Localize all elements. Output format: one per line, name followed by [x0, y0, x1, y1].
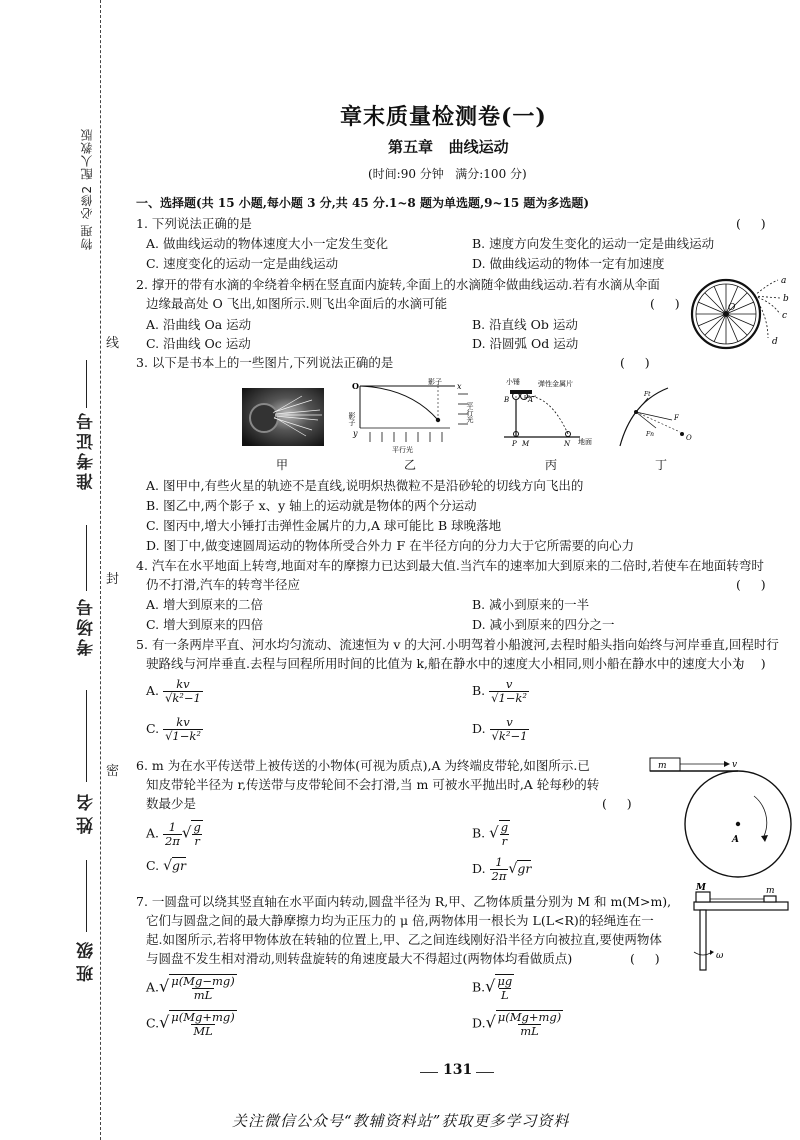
page-number-rule-left	[420, 1072, 438, 1073]
q7-d-num: μ(Mg+mg)	[497, 1010, 562, 1024]
q3-bing-ground: 地面	[578, 438, 592, 446]
q7-answer-blank[interactable]: ( )	[630, 951, 660, 966]
q1-option-c[interactable]: C. 速度变化的运动一定是曲线运动	[146, 256, 339, 271]
q5-stem-line2: 驶路线与河岸垂直.去程与回程所用时间的比值为 k,船在静水中的速度大小相同,则小船在静水中的速度大小为	[146, 656, 745, 671]
q5-d-num: v	[506, 715, 513, 729]
q4-option-b[interactable]: B. 减小到原来的一半	[472, 597, 590, 612]
q6-option-d[interactable]: D. $\frac{1}{2\pi}$ √gr	[472, 855, 532, 883]
q2-fig-d: d	[772, 337, 778, 347]
q5-c-den: √1−k²	[165, 729, 201, 743]
q2-umbrella-figure	[688, 272, 792, 352]
q5-b-den: √1−k²	[491, 691, 528, 705]
q3-caption-yi: 乙	[404, 458, 417, 472]
q3-yi-O: O	[352, 381, 359, 391]
q7-d-label: D.	[472, 1015, 486, 1031]
q3-ding-Fn: Fn	[646, 431, 655, 438]
exam-no-blank[interactable]	[86, 360, 87, 408]
q2-stem-line2: 边缘最高处 O 飞出,如图所示.则飞出伞面后的水滴可能	[146, 296, 448, 311]
q4-option-a[interactable]: A. 增大到原来的二倍	[146, 597, 263, 612]
q5-option-a[interactable]	[146, 678, 203, 705]
q3-caption-jia: 甲	[276, 458, 289, 472]
q6-answer-blank[interactable]: ( )	[602, 796, 632, 811]
q6-a-coef-den: 2π	[165, 833, 180, 848]
q1-option-b[interactable]: B. 速度方向发生变化的运动一定是曲线运动	[472, 236, 715, 251]
name-blank[interactable]	[86, 690, 87, 782]
q3-fig-jia-photo	[242, 388, 324, 446]
q3-bing-P: P	[512, 440, 517, 448]
q2-option-a[interactable]: A. 沿曲线 Oa 运动	[146, 317, 252, 332]
q6-b-label: B.	[472, 825, 486, 841]
q3-bing-N: N	[564, 440, 571, 448]
class-label: 班级	[77, 936, 97, 982]
mark-seal: 封	[106, 568, 119, 587]
q6-b-rad-num: g	[500, 820, 509, 834]
room-no-blank[interactable]	[86, 525, 87, 591]
q7-a-num: μ(Mg−mg)	[171, 974, 235, 988]
q3-bing-hammer: 小锤	[506, 378, 520, 386]
q6-c-rad: gr	[172, 858, 186, 873]
q3-yi-x: x	[457, 382, 462, 391]
q7-option-c[interactable]: C.√ $\frac{\mu(Mg+mg)}{ML}$	[146, 1010, 235, 1038]
q1-answer-blank[interactable]: ( )	[736, 216, 766, 231]
q6-a-rad-den: r	[194, 834, 200, 848]
q6-a-rad-num: g	[193, 820, 201, 834]
q3-caption-ding: 丁	[655, 458, 668, 472]
q5-c-label: C.	[146, 721, 160, 736]
q5-option-c[interactable]	[146, 716, 203, 743]
exam-no-label: 准考证号	[77, 410, 97, 490]
q1-option-a[interactable]: A. 做曲线运动的物体速度大小一定发生变化	[146, 236, 388, 251]
q3-bing-A: A	[528, 396, 534, 404]
q3-bing-spring: 弹性金属片	[538, 380, 573, 388]
q5-a-num: kv	[176, 677, 190, 691]
q6-d-coef-den: 2π	[491, 869, 507, 883]
q3-stem: 3. 以下是书本上的一些图片,下列说法正确的是	[136, 355, 394, 370]
q5-d-den: √k²−1	[491, 729, 528, 743]
q6-a-label: A.	[146, 825, 160, 841]
q3-ding-Ft: Ft	[644, 391, 651, 398]
q6-d-rad: gr	[517, 861, 532, 876]
q6-option-c[interactable]: C. √gr	[146, 858, 186, 874]
q3-yi-shadow-y: 影子	[348, 412, 356, 426]
q4-answer-blank[interactable]: ( )	[736, 577, 766, 592]
q7-b-num: μg	[497, 974, 513, 988]
q6-stem-line3: 数最少是	[146, 796, 197, 811]
q5-b-num: v	[505, 677, 513, 691]
q3-bing-B: B	[504, 396, 510, 404]
q7-option-d[interactable]: D.√ $\frac{\mu(Mg+mg)}{mL}$	[472, 1010, 562, 1038]
mark-line: 线	[106, 332, 119, 351]
q2-option-c[interactable]: C. 沿曲线 Oc 运动	[146, 336, 251, 351]
q5-b-label: B.	[472, 683, 486, 698]
q7-b-den: L	[500, 988, 509, 1002]
q7-b-label: B.	[472, 979, 486, 995]
q4-option-c[interactable]: C. 增大到原来的四倍	[146, 617, 264, 632]
page-title: 章末质量检测卷(一)	[340, 104, 547, 130]
q5-d-label: D.	[472, 721, 486, 736]
q3-ding-O: O	[686, 434, 692, 442]
q7-a-label: A.	[146, 979, 160, 995]
q2-fig-c: c	[782, 311, 788, 321]
q5-option-d[interactable]	[472, 716, 529, 743]
q2-option-d[interactable]: D. 沿圆弧 Od 运动	[472, 336, 579, 351]
q5-c-num: kv	[176, 715, 190, 729]
q3-ding-F: F	[674, 414, 679, 422]
q6-fig-m: m	[658, 761, 667, 771]
q3-yi-shadow-x: 影子	[428, 378, 442, 386]
q7-stem-line2: 它们与圆盘之间的最大静摩擦力均为正压力的 μ 倍,两物体用一根长为 L(L<R)的轻绳连在一	[146, 913, 654, 928]
q2-fig-b: b	[783, 294, 789, 304]
q3-bing-M: M	[522, 440, 530, 448]
q7-option-a[interactable]: A.√ $\frac{\mu(Mg-mg)}{mL}$	[146, 974, 235, 1002]
q7-a-den: mL	[193, 988, 213, 1002]
q2-fig-a: a	[781, 276, 787, 286]
footer-watermark-note: 关注微信公众号“教辅资料站”获取更多学习资料	[232, 1112, 570, 1130]
q5-option-b[interactable]	[472, 678, 529, 705]
binding-line	[100, 0, 101, 1140]
q3-yi-y: y	[353, 429, 358, 438]
q6-d-coef-num: 1	[495, 855, 503, 869]
q7-c-den: ML	[193, 1024, 213, 1038]
q5-a-label: A.	[146, 683, 160, 698]
page-number-rule-right	[476, 1072, 494, 1073]
q3-caption-bing: 丙	[545, 458, 558, 472]
q7-d-den: mL	[520, 1024, 539, 1038]
book-label: 物理 必修2 配人教版	[80, 128, 94, 251]
q7-fig-omega: ω	[716, 951, 724, 961]
q7-stem-line1: 7. 一圆盘可以绕其竖直轴在水平面内转动,圆盘半径为 R,甲、乙物体质量分别为 M 和 m(M>m),	[136, 894, 672, 909]
q3-fig-bing	[500, 376, 610, 452]
q6-stem-line2: 知皮带轮半径为 r,传送带与皮带轮间不会打滑,当 m 可被水平抛出时,A 轮每秒的转	[146, 777, 600, 792]
q5-a-den: √k²−1	[165, 691, 201, 705]
q6-c-label: C.	[146, 858, 160, 873]
q6-option-b[interactable]: B. √ $\frac{g}{r}$	[472, 820, 509, 848]
q4-stem-line2: 仍不打滑,汽车的转弯半径应	[146, 577, 300, 592]
q3-fig-yi	[350, 378, 480, 454]
mark-secret: 密	[106, 760, 119, 779]
q7-c-num: μ(Mg+mg)	[171, 1010, 235, 1024]
q6-option-a[interactable]: A. $\frac{1}{2\pi}$ √ $\frac{g}{r}$	[146, 819, 201, 848]
q7-stem-line3: 起.如图所示,若将甲物体放在转轴的位置上,甲、乙之间连线刚好沿半径方向被拉直,要使两物体	[146, 932, 662, 947]
q5-answer-blank[interactable]: ( )	[736, 656, 766, 671]
q3-option-c[interactable]: C. 图丙中,增大小锤打击弹性金属片的力,A 球可能比 B 球晚落地	[146, 518, 502, 533]
q3-answer-blank[interactable]: ( )	[620, 355, 650, 370]
q7-fig-m: m	[766, 886, 775, 896]
q6-pulley-figure	[648, 752, 788, 882]
q1-option-d[interactable]: D. 做曲线运动的物体一定有加速度	[472, 256, 665, 271]
q4-option-d[interactable]: D. 减小到原来的四分之一	[472, 617, 615, 632]
q2-fig-O: O	[728, 303, 736, 313]
q7-option-b[interactable]: B.√ $\frac{\mu g}{L}$	[472, 974, 513, 1002]
q2-answer-blank[interactable]: ( )	[650, 296, 680, 311]
q7-fig-M: M	[696, 883, 706, 893]
q3-option-d[interactable]: D. 图丁中,做变速圆周运动的物体所受合外力 F 在半径方向的分力大于它所需要的向心力	[146, 538, 635, 553]
q3-option-b[interactable]: B. 图乙中,两个影子 x、y 轴上的运动就是物体的两个分运动	[146, 498, 477, 513]
page-number: 131	[443, 1062, 473, 1078]
q6-d-label: D.	[472, 861, 486, 876]
q3-yi-parallel-bottom: 平行光	[392, 446, 413, 454]
room-no-label: 考场号	[77, 596, 97, 656]
q7-c-label: C.	[146, 1015, 160, 1031]
q1-stem: 1. 下列说法正确的是	[136, 216, 252, 231]
q6-a-coef-num: 1	[168, 819, 177, 834]
q6-fig-v: v	[732, 760, 738, 770]
q6-stem-line1: 6. m 为在水平传送带上被传送的小物体(可视为质点),A 为终端皮带轮,如图所示.已	[136, 758, 590, 773]
q6-b-rad-den: r	[501, 834, 508, 848]
section-heading: 一、选择题(共 15 小题,每小题 3 分,共 45 分.1~8 题为单选题,9~15 题为多选题)	[136, 196, 590, 210]
q7-stem-line4: 与圆盘不发生相对滑动,则转盘旋转的角速度最大不得超过(两物体均看做质点)	[146, 951, 573, 966]
class-blank[interactable]	[86, 860, 87, 932]
q5-stem-line1: 5. 有一条两岸平直、河水均匀流动、流速恒为 v 的大河.小明驾着小船渡河,去程时船头指向始终与河岸垂直,回程时行	[136, 637, 779, 652]
chapter-title: 第五章 曲线运动	[388, 138, 509, 156]
q2-stem-line1: 2. 撑开的带有水滴的伞绕着伞柄在竖直面内旋转,伞面上的水滴随伞做曲线运动.若有水滴从伞面	[136, 277, 660, 292]
q4-stem-line1: 4. 汽车在水平地面上转弯,地面对车的摩擦力已达到最大值.当汽车的速率加大到原来的二倍时,若使车在地面转弯时	[136, 558, 764, 573]
q2-option-b[interactable]: B. 沿直线 Ob 运动	[472, 317, 578, 332]
q6-fig-A: A	[732, 835, 739, 845]
q3-yi-parallel: 平行光	[466, 402, 474, 423]
q3-fig-ding	[616, 384, 706, 450]
name-label: 姓名	[77, 788, 97, 834]
exam-info: (时间:90 分钟 满分:100 分)	[368, 167, 527, 181]
q3-option-a[interactable]: A. 图甲中,有些火星的轨迹不是直线,说明炽热微粒不是沿砂轮的切线方向飞出的	[146, 478, 584, 493]
q7-disk-figure	[680, 883, 792, 974]
